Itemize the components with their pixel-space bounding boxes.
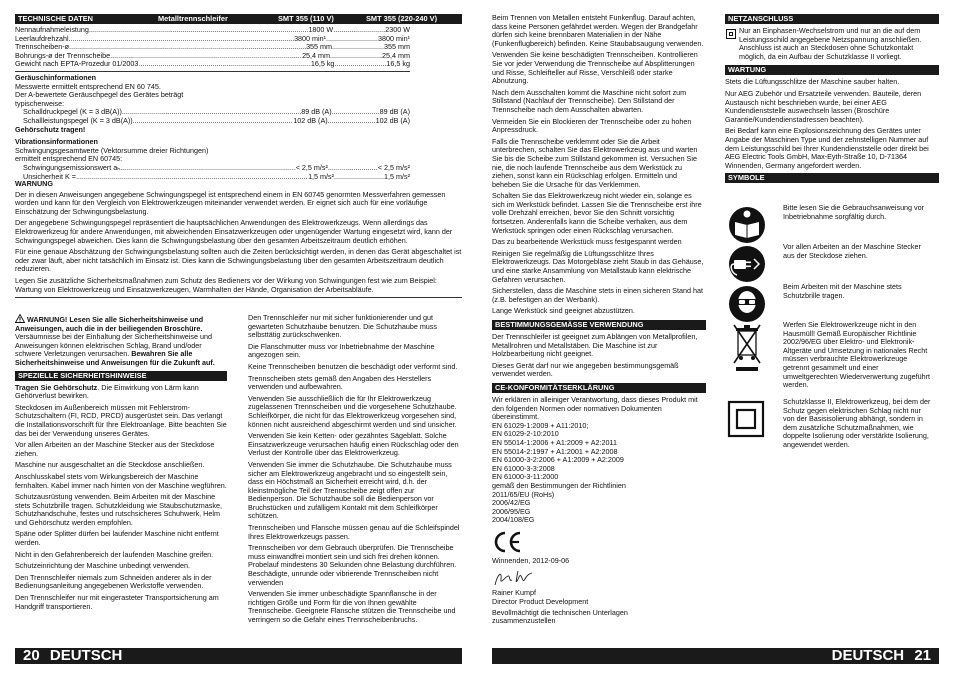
ce-standard-line: 2004/108/EG — [492, 515, 535, 525]
ear-protection-note: Gehörschutz tragen! — [15, 124, 86, 134]
spec-label: Nennaufnahmeleistung — [15, 26, 89, 34]
general-warning — [15, 314, 227, 368]
tech-data-section — [15, 14, 462, 181]
warning-paragraph: Der angegebene Schwingungspegel repräsentiert die hauptsächlichen Anwendungen des Elektrowerkzeugs. Wenn allerdings das Elektrowerkzeug für andere Anwendungen, mit abweichenden Einsatzwerkzeugen oder ungenügender Wartung eingesetzt wird, kann der Schwingungspegel abweichen. Dies kann die Schwingungsbelastung über den gesamten Arbeitszeitraum deutlich erhöhen. — [15, 218, 453, 245]
safety-paragraph: Falls die Trennscheibe verklemmt oder Sie die Arbeit unterbrechen, schalten Sie das Elektrowerkzeug aus und warten Sie bis die Scheibe zum Stillstand gekommen ist. Versuchen Sie nie, die noch laufende Trennscheibe aus dem Werkstück zu ziehen, sonst kann ein Rückschlag erfolgen. Ermitteln und beheben Sie die Ursache für das Verklemmen. — [492, 136, 698, 189]
class-ii-small-icon — [726, 29, 736, 39]
tech-data-title: TECHNISCHE DATEN — [18, 14, 94, 23]
safety-paragraph: Schutzausrüstung verwenden. Beim Arbeiten mit der Maschine stets Schutzbrille tragen. Schutzkleidung wie Staubschutzmaske, Schutzhandschuhe, festes und rutschsicheres Schuhwerk, Helm und Gehörschutz werden empfohlen. — [15, 492, 222, 527]
language-right: DEUTSCH — [831, 647, 905, 664]
ce-standard-line: EN 61000-3-3:2008 — [492, 463, 555, 473]
safety-paragraph: Das zu bearbeitende Werkstück muss festgespannt werden — [492, 237, 682, 247]
tech-data-variant-230: SMT 355 (220-240 V) — [366, 14, 438, 23]
vibration-line-2: ermittelt entsprechend EN 60745: — [15, 154, 123, 164]
symbols-title: SYMBOLE — [728, 173, 765, 183]
maintenance-paragraph: Bei Bedarf kann eine Explosionszeichnung des Gerätes unter Angabe der Maschinen Type und der zehnstelligen Nummer auf dem Leistungsschild bei Ihrer Kundendienststelle oder direkt bei AEG Electric Tools GmbH, Max-Eyth-Straße 10, D-71364 Winnenden, Germany angefordert werden. — [725, 126, 929, 170]
spec-value-230v: 3800 min¹ — [378, 34, 410, 43]
safety-paragraph: Beim Trennen von Metallen entsteht Funkenflug. Darauf achten, dass keine Personen gefährdet werden. Wegen der Brandgefahr dürfen sich keine brennbaren Materialien in der Nähe (Funkenflugbereich) befinden. Keine Staubabsaugung verwenden. — [492, 13, 704, 48]
language-left: DEUTSCH — [49, 647, 123, 664]
general-warning-body: Versäumnisse bei der Einhaltung der Sicherheitshinweise und Anweisungen können elektrischen Schlag, Brand und/oder schwere Verletzungen verursachen. — [15, 332, 212, 359]
special-safety-header — [15, 371, 227, 381]
maintenance-paragraph: Stets die Lüftungsschlitze der Maschine sauber halten. — [725, 77, 900, 87]
spec-value-230v: 16,5 kg — [386, 60, 410, 69]
symbol-text: Bitte lesen Sie die Gebrauchsanweisung vor Inbetriebnahme sorgfältig durch. — [783, 203, 925, 221]
ce-standard-line: 2006/95/EG — [492, 506, 531, 516]
page-number-left: 20 — [23, 647, 40, 664]
tech-data-table — [15, 26, 410, 72]
ce-standard-line: EN 61029-2-10:2010 — [492, 429, 559, 439]
spec-row — [15, 108, 410, 117]
footer-right — [492, 648, 939, 664]
ce-standard-line: EN 61029-1:2009 + A11:2010; — [492, 420, 589, 430]
spec-label: Gewicht nach EPTA-Prozedur 01/2003 — [15, 60, 139, 69]
safety-paragraph: Reinigen Sie regelmäßig die Lüftungsschlitze Ihres Elektrowerkzeugs. Das Motorgebläse zieht Staub in das Gehäuse, und eine starke Ansammlung von Metallstaub kann elektrische Gefahren verursachen. — [492, 248, 704, 284]
ce-conformity-header — [492, 383, 706, 393]
special-safety-title: SPEZIELLE SICHERHEITSHINWEISE — [18, 370, 147, 380]
read-manual-icon — [725, 204, 773, 246]
vibration-table — [15, 164, 410, 181]
noise-line-1: Messwerte ermittelt entsprechend EN 60 745. — [15, 81, 161, 91]
ear-protection-paragraph — [15, 384, 227, 401]
safety-paragraph: Keine Trennscheiben benutzen die beschädigt oder verformt sind. — [248, 361, 458, 371]
spec-value-230v: 89 dB (A) — [379, 108, 410, 117]
spec-value-230v: < 2,5 m/s² — [377, 163, 410, 172]
ce-mark-icon — [492, 531, 522, 553]
safety-paragraph: Schalten Sie das Elektrowerkzeug nicht wieder ein, solange es sich im Werkstück befindet. Lassen Sie die Trennscheibe erst ihre volle Drehzahl erreichen, bevor Sie den Schnitt vorsichtig fortsetzen. Anderenfalls kann die Scheibe verhaken, aus dem Werkstück springen oder einen Rückschlag verursachen. — [492, 191, 702, 235]
general-warning-lead: WARNUNG! Lesen Sie alle Sicherheitshinweise und Anweisungen, auch die in der beiliegenden Broschüre. — [15, 315, 204, 333]
safety-paragraph: Trennscheiben und Flansche müssen genau auf die Schleifspindel Ihres Elektrowerkzeugs passen. — [248, 523, 460, 541]
ce-conformity-title: CE-KONFORMITÄTSERKLÄRUNG — [495, 382, 615, 392]
tech-data-variant-110: SMT 355 (110 V) — [278, 14, 334, 23]
safety-paragraph: Verwenden Sie immer die Schutzhaube. Die Schutzhaube muss sicher am Elektrowerkzeug angebracht und so eingestellt sein, dass ein Höchstmaß an Sicherheit erreicht wird, d.h. der kleinstmögliche Teil der Trennscheibe zeigt offen zur Bedienperson. Die Schutzhaube soll die Bedienperson vor Bruchstücken und zufälligem Kontakt mit dem Schleifkörper schützen. — [248, 459, 452, 521]
noise-title: Geräuschinformationen — [15, 72, 97, 82]
safety-paragraph: Verwenden Sie ausschließlich die für Ihr Elektrowerkzeug zugelassenen Trennscheiben und die vorgesehene Schutzhaube. Schleifkörper, die nicht für das Elektrowerkzeug vorgesehen sind, können nicht ausreichend abgeschirmt werden und sind unsicher. — [248, 393, 457, 429]
symbols-header — [725, 173, 939, 183]
spec-value-110v: 16,5 kg — [310, 60, 335, 69]
spec-label: Unsicherheit K = — [23, 172, 76, 181]
safety-paragraph: Steckdosen im Außenbereich müssen mit Fehlerstrom-Schutzschaltern (FI, RCD, PRCD) ausgerüstet sein. Das verlangt die Installationsvorschrift für Ihre Elektroanlage. Bitte beachten Sie das bei der Verwendung unseres Gerätes. — [15, 402, 227, 438]
general-warning-keep: Bewahren Sie alle Sicherheitshinweise und Anweisungen für die Zukunft auf. — [15, 349, 215, 367]
spec-value-230v: 1,5 m/s² — [384, 172, 410, 181]
footer-left — [15, 648, 462, 664]
warning-paragraph: Für eine genaue Abschätzung der Schwingungsbelastung sollten auch die Zeiten berücksichtigt werden, in denen das Gerät abgeschaltet ist oder zwar läuft, aber nicht tatsächlich im Einsatz ist. Dies kann die Schwingungsbelastung über den gesamten Arbeitszeitraum deutlich reduzieren. — [15, 247, 462, 274]
safety-paragraph: Verwenden Sie immer unbeschädigte Spannflansche in der richtigen Größe und Form für die von Ihnen gewählte Trennscheibe. Geeignete Flansche stützen die Trennscheibe und verringern so die Gefahr eines Trennscheibenbruchs. — [248, 589, 456, 624]
spec-value-230v: 102 dB (A) — [375, 116, 410, 125]
use-paragraph: Der Trennschleifer ist geeignet zum Ablängen von Metallprofilen, Metallrohren und Metallstäben. Die Maschine ist zur Holzbearbeitung nicht geeignet. — [492, 332, 698, 359]
mains-connection-header — [725, 14, 939, 24]
safety-paragraph: Die Flanschmutter muss vor Inbetriebnahme der Maschine angezogen sein. — [248, 341, 435, 360]
spec-row — [15, 60, 410, 69]
ce-standard-line: EN 55014-2:1997 + A1:2001 + A2:2008 — [492, 446, 618, 456]
spec-row — [15, 26, 410, 35]
spec-value-230v: 355 mm — [384, 43, 410, 52]
use-paragraph: Dieses Gerät darf nur wie angegeben bestimmungsgemäß verwendet werden. — [492, 360, 679, 379]
ce-standard-line: 2006/42/EG — [492, 498, 531, 508]
page-number-right: 21 — [914, 647, 931, 664]
safety-paragraph: Trennscheiben stets gemäß den Angaben des Herstellers verwenden und aufbewahren. — [248, 373, 432, 392]
crossed-bin-icon — [725, 321, 773, 377]
safety-paragraph: Den Trennschleifer nur mit sicher funktionierender und gut gewarteten Schutzhaube benutzen. Die Schutzhaube muss selbsttätig zurückschwenken. — [248, 313, 437, 340]
safety-paragraph: Den Trennschleifer nur mit eingerasteter Transportsicherung am Handgriff transportieren. — [15, 593, 219, 611]
spec-value-110v: 1800 W — [308, 26, 334, 34]
spec-label: Leerlaufdrehzahl — [15, 34, 69, 43]
intended-use-title: BESTIMMUNGSGEMÄSSE VERWENDUNG — [495, 320, 644, 329]
spec-row — [15, 164, 410, 173]
spec-label: Trennscheiben-ø — [15, 43, 70, 52]
spec-value-110v: 3800 min¹ — [294, 34, 327, 43]
safety-column — [15, 314, 227, 614]
safety-paragraph: Vor allen Arbeiten an der Maschine Stecker aus der Steckdose ziehen. — [15, 440, 215, 458]
mains-connection-text — [725, 27, 939, 61]
unplug-icon — [725, 243, 773, 285]
symbol-text: Beim Arbeiten mit der Maschine stets Schutzbrille tragen. — [783, 282, 902, 300]
safety-paragraph: Verwenden Sie keine beschädigten Trennscheiben. Kontrollieren Sie vor jeder Verwendung die Trennscheibe auf Absplitterungen und Risse, Schleifteller auf Risse, Verschleiß oder starke Abnutzung. — [492, 50, 698, 86]
right-column-2 — [725, 14, 939, 183]
maintenance-header — [725, 65, 939, 75]
maintenance-title: WARTUNG — [728, 65, 767, 75]
spec-value-110v: 89 dB (A) — [301, 108, 332, 117]
safety-paragraph: Den Trennschleifer niemals zum Schneiden anderer als in der Bedienungsanleitung angegebenen Werkstoffe verwenden. — [15, 572, 212, 591]
safety-paragraph: Trennscheiben vor dem Gebrauch überprüfen. Die Trennscheibe muss einwandfrei montiert sein und sich frei drehen können. Probelauf mindestens 30 Sekunden ohne Belastung durchführen. Beschädigte, unrunde oder vibrierende Trennscheiben nicht verwenden — [248, 543, 457, 587]
safety-paragraph: Verwenden Sie kein Ketten- oder gezähntes Sägeblatt. Solche Einsatzwerkzeuge verursachen häufig einen Rückschlag oder den Verlust der Kontrolle über das Elektrowerkzeug. — [248, 431, 459, 458]
spec-value-230v: 2300 W — [385, 26, 410, 34]
signature-image — [492, 567, 706, 589]
ce-standard-line: 2011/65/EU (RoHs) — [492, 489, 555, 499]
safety-paragraph: Sicherstellen, dass die Maschine stets in einen sicheren Stand hat (z.B. befestigen an der Werbank). — [492, 286, 703, 304]
mains-connection-body: Nur an Einphasen-Wechselstrom und nur an die auf dem Leistungsschild angegebene Netzspannung anschließen. Anschluss ist auch an Steckdosen ohne Schutzkontakt möglich, da ein Aufbau der Schutzklasse II vorliegt. — [739, 26, 922, 61]
symbol-text: Werfen Sie Elektrowerkzeuge nicht in den Hausmüll! Gemäß Europäischer Richtlinie 2002/96/EG über Elektro- und Elektronik-Altgeräte und Umsetzung in nationales Recht müssen verbrauchte Elektrowerkzeuge getrennt gesammelt und einer umweltgerechten Wiederverwertung zugeführt werden. — [783, 320, 931, 390]
spec-value-230v: 25,4 mm — [382, 51, 410, 60]
ce-standard-line: EN 55014-1:2006 + A1:2009 + A2:2011 — [492, 437, 617, 447]
signatory-authorization: Bevollmächtigt die technischen Unterlagen — [492, 607, 628, 617]
safety-paragraph: Späne oder Splitter dürfen bei laufender Maschine nicht entfernt werden. — [15, 529, 219, 548]
symbol-text: Vor allen Arbeiten an der Maschine Stecker aus der Steckdose ziehen. — [783, 242, 921, 260]
safety-paragraph: Nach dem Ausschalten kommt die Maschine nicht sofort zum Stillstand (Nachlauf der Trennscheibe). Den Stillstand der Trennscheibe nach dem Ausschalten abwarten. — [492, 87, 687, 114]
warning-paragraph: Legen Sie zusätzliche Sicherheitsmaßnahmen zum Schutz des Bedieners vor der Wirkung von Schwingungen fest wie zum Beispiel: Wartung von Elektrowerkzeug und Einsatzwerkzeugen, Warmhalten der Hände, Organisation der Arbeitsabläufe. — [15, 275, 437, 294]
noise-table — [15, 108, 410, 125]
spec-label: Schallleistungspegel (K = 3 dB(A)) — [23, 116, 133, 125]
mains-connection-title: NETZANSCHLUSS — [728, 14, 794, 23]
tech-data-header — [15, 14, 462, 24]
spec-label: Schalldruckpegel (K = 3 dB(A)) — [23, 108, 122, 117]
right-column-1 — [492, 14, 706, 626]
spec-row — [15, 43, 410, 52]
spec-value-110v: 355 mm — [306, 43, 333, 52]
safety-column-2 — [248, 314, 462, 628]
signatory-authorization-2: zusammenzustellen — [492, 616, 556, 626]
warning-paragraph: Der in diesen Anweisungen angegebene Schwingungspegel ist entsprechend einem in EN 60745 genormten Messverfahren gemessen worden und kann für den Vergleich von Elektrowerkzeugen miteinander verwendet werden. Er eignet sich auch für eine vorläufige Einschätzung der Schwingungsbelastung. — [15, 189, 446, 216]
safety-paragraph: Nicht in den Gefahrenbereich der laufenden Maschine greifen. — [15, 549, 214, 559]
spec-label: Schwingungsemissionswert aₕ — [23, 163, 121, 172]
warning-triangle-icon — [15, 314, 25, 323]
spec-row — [15, 52, 410, 61]
tech-data-product: Metalltrennschleifer — [158, 14, 228, 23]
intended-use-header — [492, 320, 706, 330]
spec-value-110v: < 2,5 m/s² — [295, 163, 328, 172]
noise-line-3: typischerweise: — [15, 98, 65, 108]
noise-line-2: Der A-bewertete Geräuschpegel des Gerätes beträgt — [15, 90, 184, 100]
warning-title: WARNUNG — [15, 179, 53, 188]
spec-value-110v: 1,5 m/s² — [308, 172, 335, 181]
ce-standard-line: EN 61000-3-2:2006 + A1:2009 + A2:2009 — [492, 455, 624, 465]
warning-section — [15, 180, 462, 298]
place-date: Winnenden, 2012-09-06 — [492, 555, 570, 565]
vibration-title: Vibrationsinformationen — [15, 137, 98, 147]
symbol-text: Schutzklasse II, Elektrowerkzeug, bei dem der Schutz gegen elektrischen Schlag nicht nur von der Basisisolierung abhängt, sondern in dem zusätzliche Schutzmaßnahmen, wie doppelte Isolierung oder verstärkte Isolierung, angewendet werden. — [783, 397, 931, 449]
safety-paragraph: Schutzeinrichtung der Maschine unbedingt verwenden. — [15, 561, 191, 571]
ear-protection-lead: Tragen Sie Gehörschutz — [15, 382, 98, 392]
safety-paragraph: Maschine nur ausgeschaltet an die Steckdose anschließen. — [15, 460, 205, 470]
ce-standards-list — [492, 422, 706, 525]
vibration-line-1: Schwingungsgesamtwerte (Vektorsumme dreier Richtungen) — [15, 145, 209, 155]
safety-paragraph: Vermeiden Sie ein Blockieren der Trennscheibe oder zu hohen Anpressdruck. — [492, 116, 692, 135]
safety-paragraph: Lange Werkstück sind geeignet abzustützen. — [492, 306, 635, 316]
ce-standard-line: gemäß den Bestimmungen der Richtlinien — [492, 480, 626, 490]
spec-value-110v: 102 dB (A) — [293, 116, 328, 125]
spec-row — [15, 35, 410, 44]
spec-value-110v: 25,4 mm — [302, 51, 331, 60]
ce-intro: Wir erklären in alleiniger Verantwortung, dass dieses Produkt mit den folgenden Normen oder normativen Dokumenten übereinstimmt. — [492, 394, 698, 422]
class-ii-icon — [725, 398, 773, 440]
maintenance-paragraph: Nur AEG Zubehör und Ersatzteile verwenden. Bauteile, deren Austausch nicht beschrieben wurde, bei einer AEG Kundendienststelle auswechseln lassen (Broschüre Garantie/Kundendienstadressen beachten). — [725, 88, 922, 124]
signatory-name: Rainer Kumpf — [492, 588, 536, 598]
safety-paragraph: Anschlusskabel stets vom Wirkungsbereich der Maschine fernhalten. Kabel immer nach hinten von der Maschine wegführen. — [15, 471, 227, 490]
goggles-icon — [725, 283, 773, 325]
ce-mark — [492, 531, 706, 555]
ce-standard-line: EN 61000-3-11:2000 — [492, 472, 559, 482]
signatory-role: Director Product Development — [492, 597, 589, 607]
spec-label: Bohrungs-ø der Trennscheibe — [15, 51, 111, 60]
ear-protection-body: . Die Einwirkung von Lärm kann Gehörverlust bewirken. — [15, 382, 199, 401]
